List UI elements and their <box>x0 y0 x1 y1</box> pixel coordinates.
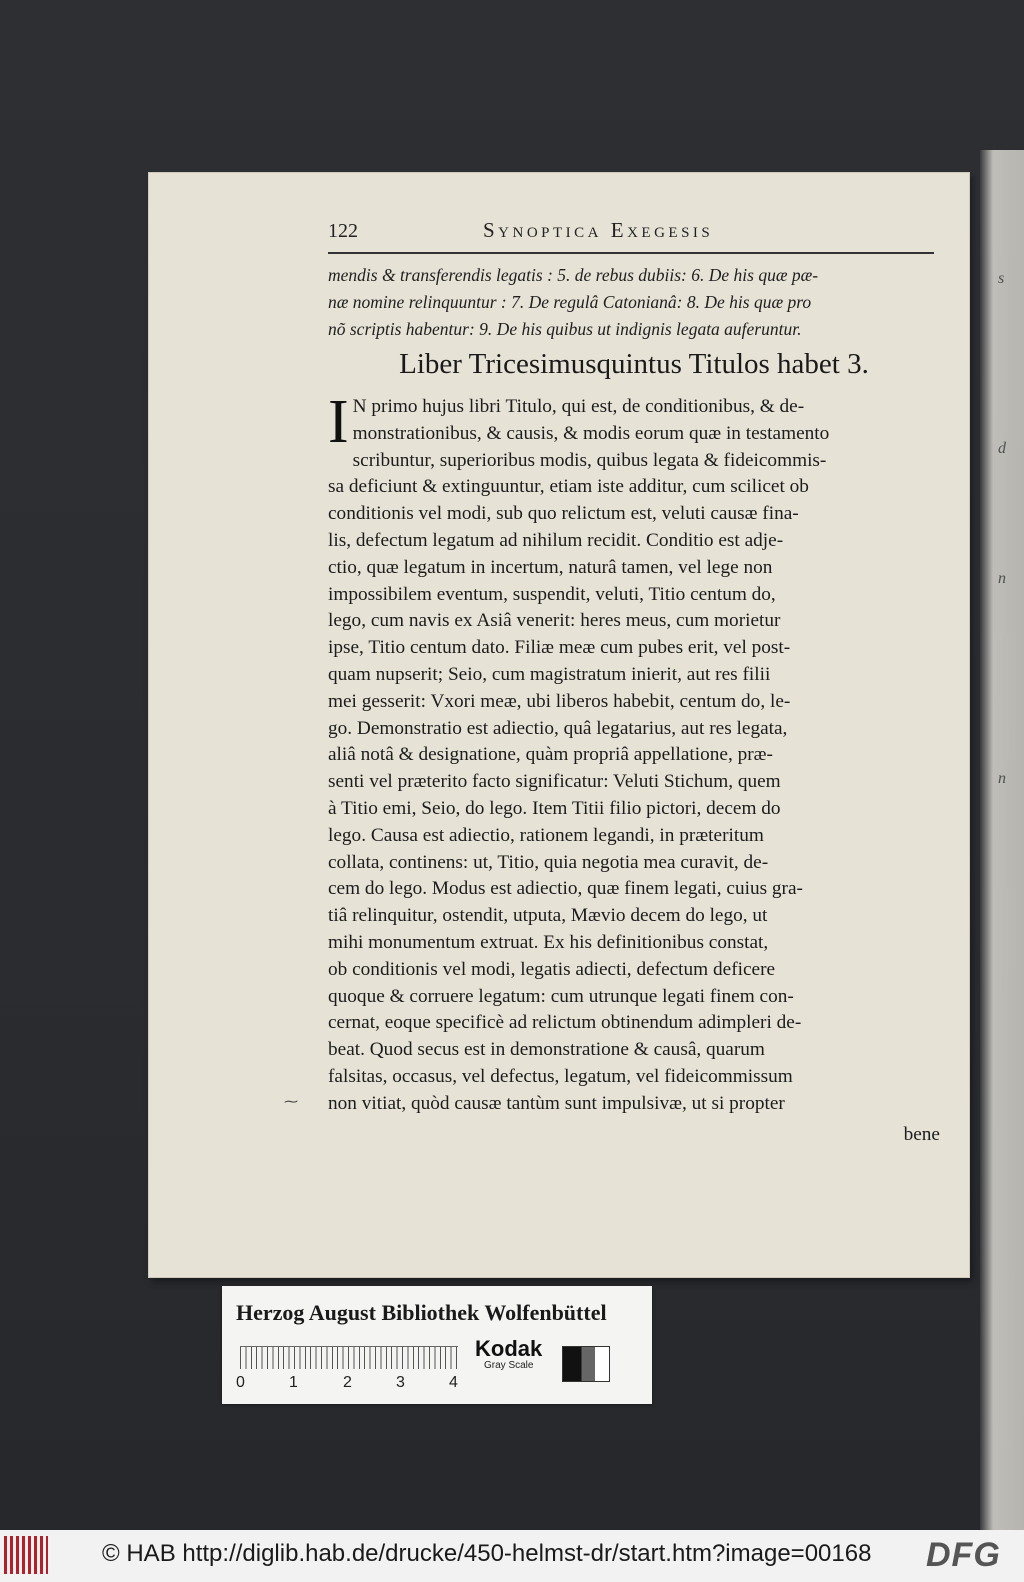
scale-ruler <box>240 1346 458 1369</box>
body-line: lego, cum navis ex Asiâ venerit: heres meus, cum morietur <box>328 610 781 632</box>
page-number: 122 <box>328 220 358 242</box>
kodak-subtitle: Gray Scale <box>484 1360 534 1371</box>
carryover-line: næ nomine relinquuntur : 7. De regulâ Catonianâ: 8. De his quæ pro <box>328 292 812 312</box>
body-line: conditionis vel modi, sub quo relictum est, veluti causæ fina- <box>328 503 799 525</box>
ruler-label: 2 <box>343 1374 352 1391</box>
dfg-logo: DFG <box>926 1536 1001 1574</box>
body-line: impossibilem eventum, suspendit, veluti, Titio centum do, <box>328 583 776 605</box>
body-line: cem do lego. Modus est adiectio, quæ finem legati, cuius gra- <box>328 878 803 900</box>
body-line: go. Demonstratio est adiectio, quâ legatarius, aut res legata, <box>328 717 788 739</box>
catchword: bene <box>903 1124 940 1145</box>
body-line: monstrationibus, & causis, & modis eorum quæ in testamento <box>352 422 830 444</box>
body-line: ipse, Titio centum dato. Filiæ meæ cum pubes erit, vel post- <box>328 637 791 659</box>
header-rule <box>328 252 934 254</box>
ruler-label: 0 <box>236 1374 245 1391</box>
body-line: mei gesserit: Vxori meæ, ubi liberos habebit, centum do, le- <box>328 690 791 712</box>
body-line: falsitas, occasus, vel defectus, legatum, vel fideicommissum <box>328 1065 793 1087</box>
body-line: senti vel præterito facto significatur: Veluti Stichum, quem <box>328 771 781 793</box>
body-line: non vitiat, quòd causæ tantùm sunt impulsivæ, ut si propter <box>328 1092 785 1114</box>
ruler-label: 3 <box>396 1374 405 1391</box>
hab-logo-icon <box>4 1536 48 1574</box>
body-line: beat. Quod secus est in demonstratione & causâ, quarum <box>328 1039 765 1061</box>
gray-scale-patch <box>562 1346 610 1382</box>
body-line: collata, continens: ut, Titio, quia negotia mea curavit, de- <box>328 851 769 873</box>
book-heading: Liber Tricesimusquintus Titulos habet 3. <box>399 348 869 380</box>
body-line: ctio, quæ legatum in incertum, naturâ tamen, vel lege non <box>328 556 773 578</box>
body-line: tiâ relinquitur, ostendit, utputa, Mævio decem do lego, ut <box>328 905 768 927</box>
book-page <box>148 172 970 1278</box>
page-header <box>328 216 928 246</box>
body-line: mihi monumentum extruat. Ex his definitionibus constat, <box>328 931 769 953</box>
source-link[interactable]: © HAB http://diglib.hab.de/drucke/450-helmst-dr/start.htm?image=00168 <box>102 1540 872 1567</box>
kodak-logo: Kodak <box>475 1336 543 1361</box>
ruler-label: 1 <box>289 1374 298 1391</box>
body-line: cernat, eoque specificè ad relictum obtinendum adimpleri de- <box>328 1012 802 1034</box>
carryover-line: nõ scriptis habentur: 9. De his quibus ut indignis legata auferuntur. <box>328 319 802 339</box>
adjacent-page-edge: s d n n <box>980 150 1024 1530</box>
margin-mark: ⁓ <box>284 1095 298 1110</box>
body-line: ob conditionis vel modi, legatis adiecti, defectum deficere <box>328 958 776 980</box>
ruler-labels <box>236 1374 476 1394</box>
running-title: Synoptica Exegesis <box>483 218 714 242</box>
body-line: quam nupserit; Seio, cum magistratum inierit, aut res filii <box>328 663 771 685</box>
library-name: Herzog August Bibliothek Wolfenbüttel <box>236 1300 607 1325</box>
body-line: lego. Causa est adiectio, rationem legandi, in præteritum <box>328 824 764 846</box>
body-line: à Titio emi, Seio, do lego. Item Titii filio pictori, decem do <box>328 797 781 819</box>
drop-cap: I <box>328 388 349 456</box>
body-text <box>328 388 940 1118</box>
body-line: N primo hujus libri Titulo, qui est, de conditionibus, & de- <box>352 396 805 417</box>
body-line: lis, defectum legatum ad nihilum recidit. Conditio est adje- <box>328 529 784 551</box>
reference-card <box>222 1286 652 1404</box>
carryover-line: mendis & transferendis legatis : 5. de rebus dubiis: 6. De his quæ pæ- <box>328 265 819 285</box>
body-line: aliâ notâ & designatione, quàm propriâ appellatione, præ- <box>328 744 773 766</box>
body-line: quoque & corruere legatum: cum utrunque legati finem con- <box>328 985 794 1007</box>
footer-bar <box>0 1530 1024 1582</box>
body-line: sa deficiunt & extinguuntur, etiam iste additur, cum scilicet ob <box>328 476 809 498</box>
carryover-text <box>328 262 940 343</box>
body-line: scribuntur, superioribus modis, quibus legata & fideicommis- <box>352 449 827 471</box>
ruler-label: 4 <box>449 1374 458 1391</box>
